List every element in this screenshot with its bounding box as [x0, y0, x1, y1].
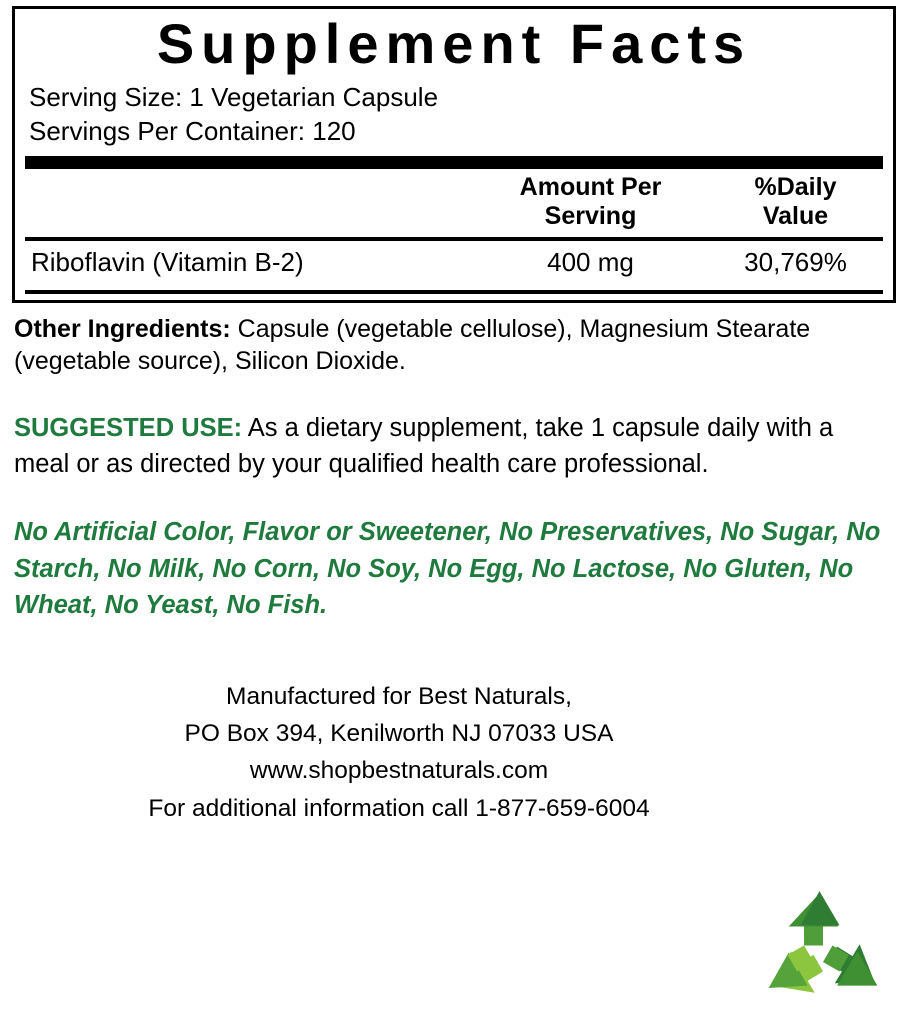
- panel-title: Supplement Facts: [156, 12, 752, 75]
- suggested-use-text: As a dietary supplement, take 1 capsule daily with a meal or as directed by your qualified health care professional.: [14, 413, 834, 478]
- amount-per-serving-header: [483, 173, 698, 231]
- nutrient-amount: 400 mg: [547, 246, 634, 277]
- manufacturer-footer: [10, 678, 898, 827]
- nutrient-name: Riboflavin (Vitamin B-2): [31, 246, 304, 277]
- panel-header-row: [25, 169, 883, 237]
- nutrient-daily-value: 30,769%: [744, 246, 847, 277]
- amount-per-serving-header-line1: Amount Per: [519, 173, 662, 202]
- table-row: [25, 241, 883, 288]
- daily-value-header-line1: %Daily: [754, 173, 837, 202]
- supplement-facts-panel: [12, 6, 896, 303]
- daily-value-header: [708, 173, 883, 231]
- footer-line-1: Manufactured for Best Naturals,: [226, 682, 572, 710]
- footer-website: www.shopbestnaturals.com: [249, 757, 549, 785]
- footer-phone: For additional information call 1-877-659-6004: [148, 794, 650, 822]
- free-from-claims: No Artificial Color, Flavor or Sweetener, No Preservatives, No Sugar, No Starch, No Milk, No Corn, No Soy, No Egg, No Lactose, No Gluten, No Wheat, No Yeast, No Fish.: [14, 518, 881, 619]
- recycle-icon: [748, 884, 898, 1014]
- serving-size-line: Serving Size: 1 Vegetarian Capsule: [29, 81, 439, 112]
- footer-line-2: PO Box 394, Kenilworth NJ 07033 USA: [184, 720, 614, 748]
- amount-per-serving-header-line2: Serving: [544, 202, 637, 231]
- panel-thick-rule: [25, 156, 883, 169]
- suggested-use-label: SUGGESTED USE:: [14, 413, 243, 442]
- servings-per-container-line: Servings Per Container: 120: [29, 116, 356, 147]
- other-ingredients: [14, 313, 894, 377]
- suggested-use: [14, 411, 894, 482]
- other-ingredients-label: Other Ingredients:: [14, 314, 231, 343]
- panel-bottom-rule: [25, 290, 883, 294]
- daily-value-header-line2: Value: [762, 202, 829, 231]
- other-ingredients-text: Capsule (vegetable cellulose), Magnesium Stearate (vegetable source), Silicon Dioxide.: [14, 314, 811, 375]
